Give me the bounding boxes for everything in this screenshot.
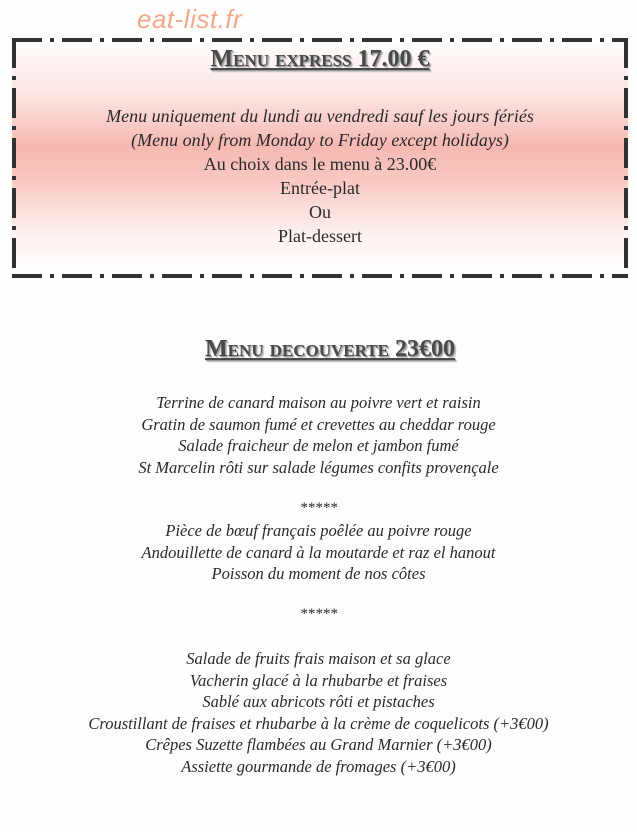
menu-express-title: Menu express 17.00 € [210,46,430,72]
list-item: Croustillant de fraises et rhubarbe à la crème de coquelicots (+3€00) [88,713,549,733]
list-item: Vacherin glacé à la rhubarbe et fraises [189,670,448,690]
list-item: Pièce de bœuf français poêlée au poivre rouge [165,521,472,540]
separator: ***** [299,606,338,622]
option-plat-dessert: Plat-dessert [278,226,362,246]
list-item: St Marcelin rôti sur salade légumes confits provençale [138,457,499,477]
list-item: Crêpes Suzette flambées au Grand Marnier (+3€00) [145,735,492,754]
option-entree-plat: Entrée-plat [280,178,360,198]
list-item: Terrine de canard maison au poivre vert et raisin [156,393,481,412]
dashed-border-top [12,38,628,42]
option-or: Ou [309,202,331,222]
watermark: eat-list.fr [137,4,243,34]
dashed-border-bottom [12,274,628,278]
mains-list [0,520,637,585]
separator: ***** [299,500,338,516]
availability-en: (Menu only from Monday to Friday except holidays) [131,130,509,150]
list-item: Sablé aux abricots rôti et pistaches [202,692,435,711]
menu-express-box [12,38,628,278]
availability-fr: Menu uniquement du lundi au vendredi sauf les jours fériés [106,106,534,126]
list-item: Salade de fruits frais maison et sa glace [186,649,451,668]
choice-note: Au choix dans le menu à 23.00€ [203,154,437,174]
list-item: Andouillette de canard à la moutarde et raz el hanout [141,542,496,562]
menu-express-details [12,104,628,248]
list-item: Gratin de saumon fumé et crevettes au cheddar rouge [141,414,496,434]
list-item: Salade fraicheur de melon et jambon fumé [178,436,459,455]
list-item: Poisson du moment de nos côtes [211,564,426,583]
desserts-list [0,648,637,777]
starters-list [0,392,637,478]
menu-decouverte-title: Menu decouverte 23€00 [205,336,455,362]
list-item: Assiette gourmande de fromages (+3€00) [181,756,456,776]
